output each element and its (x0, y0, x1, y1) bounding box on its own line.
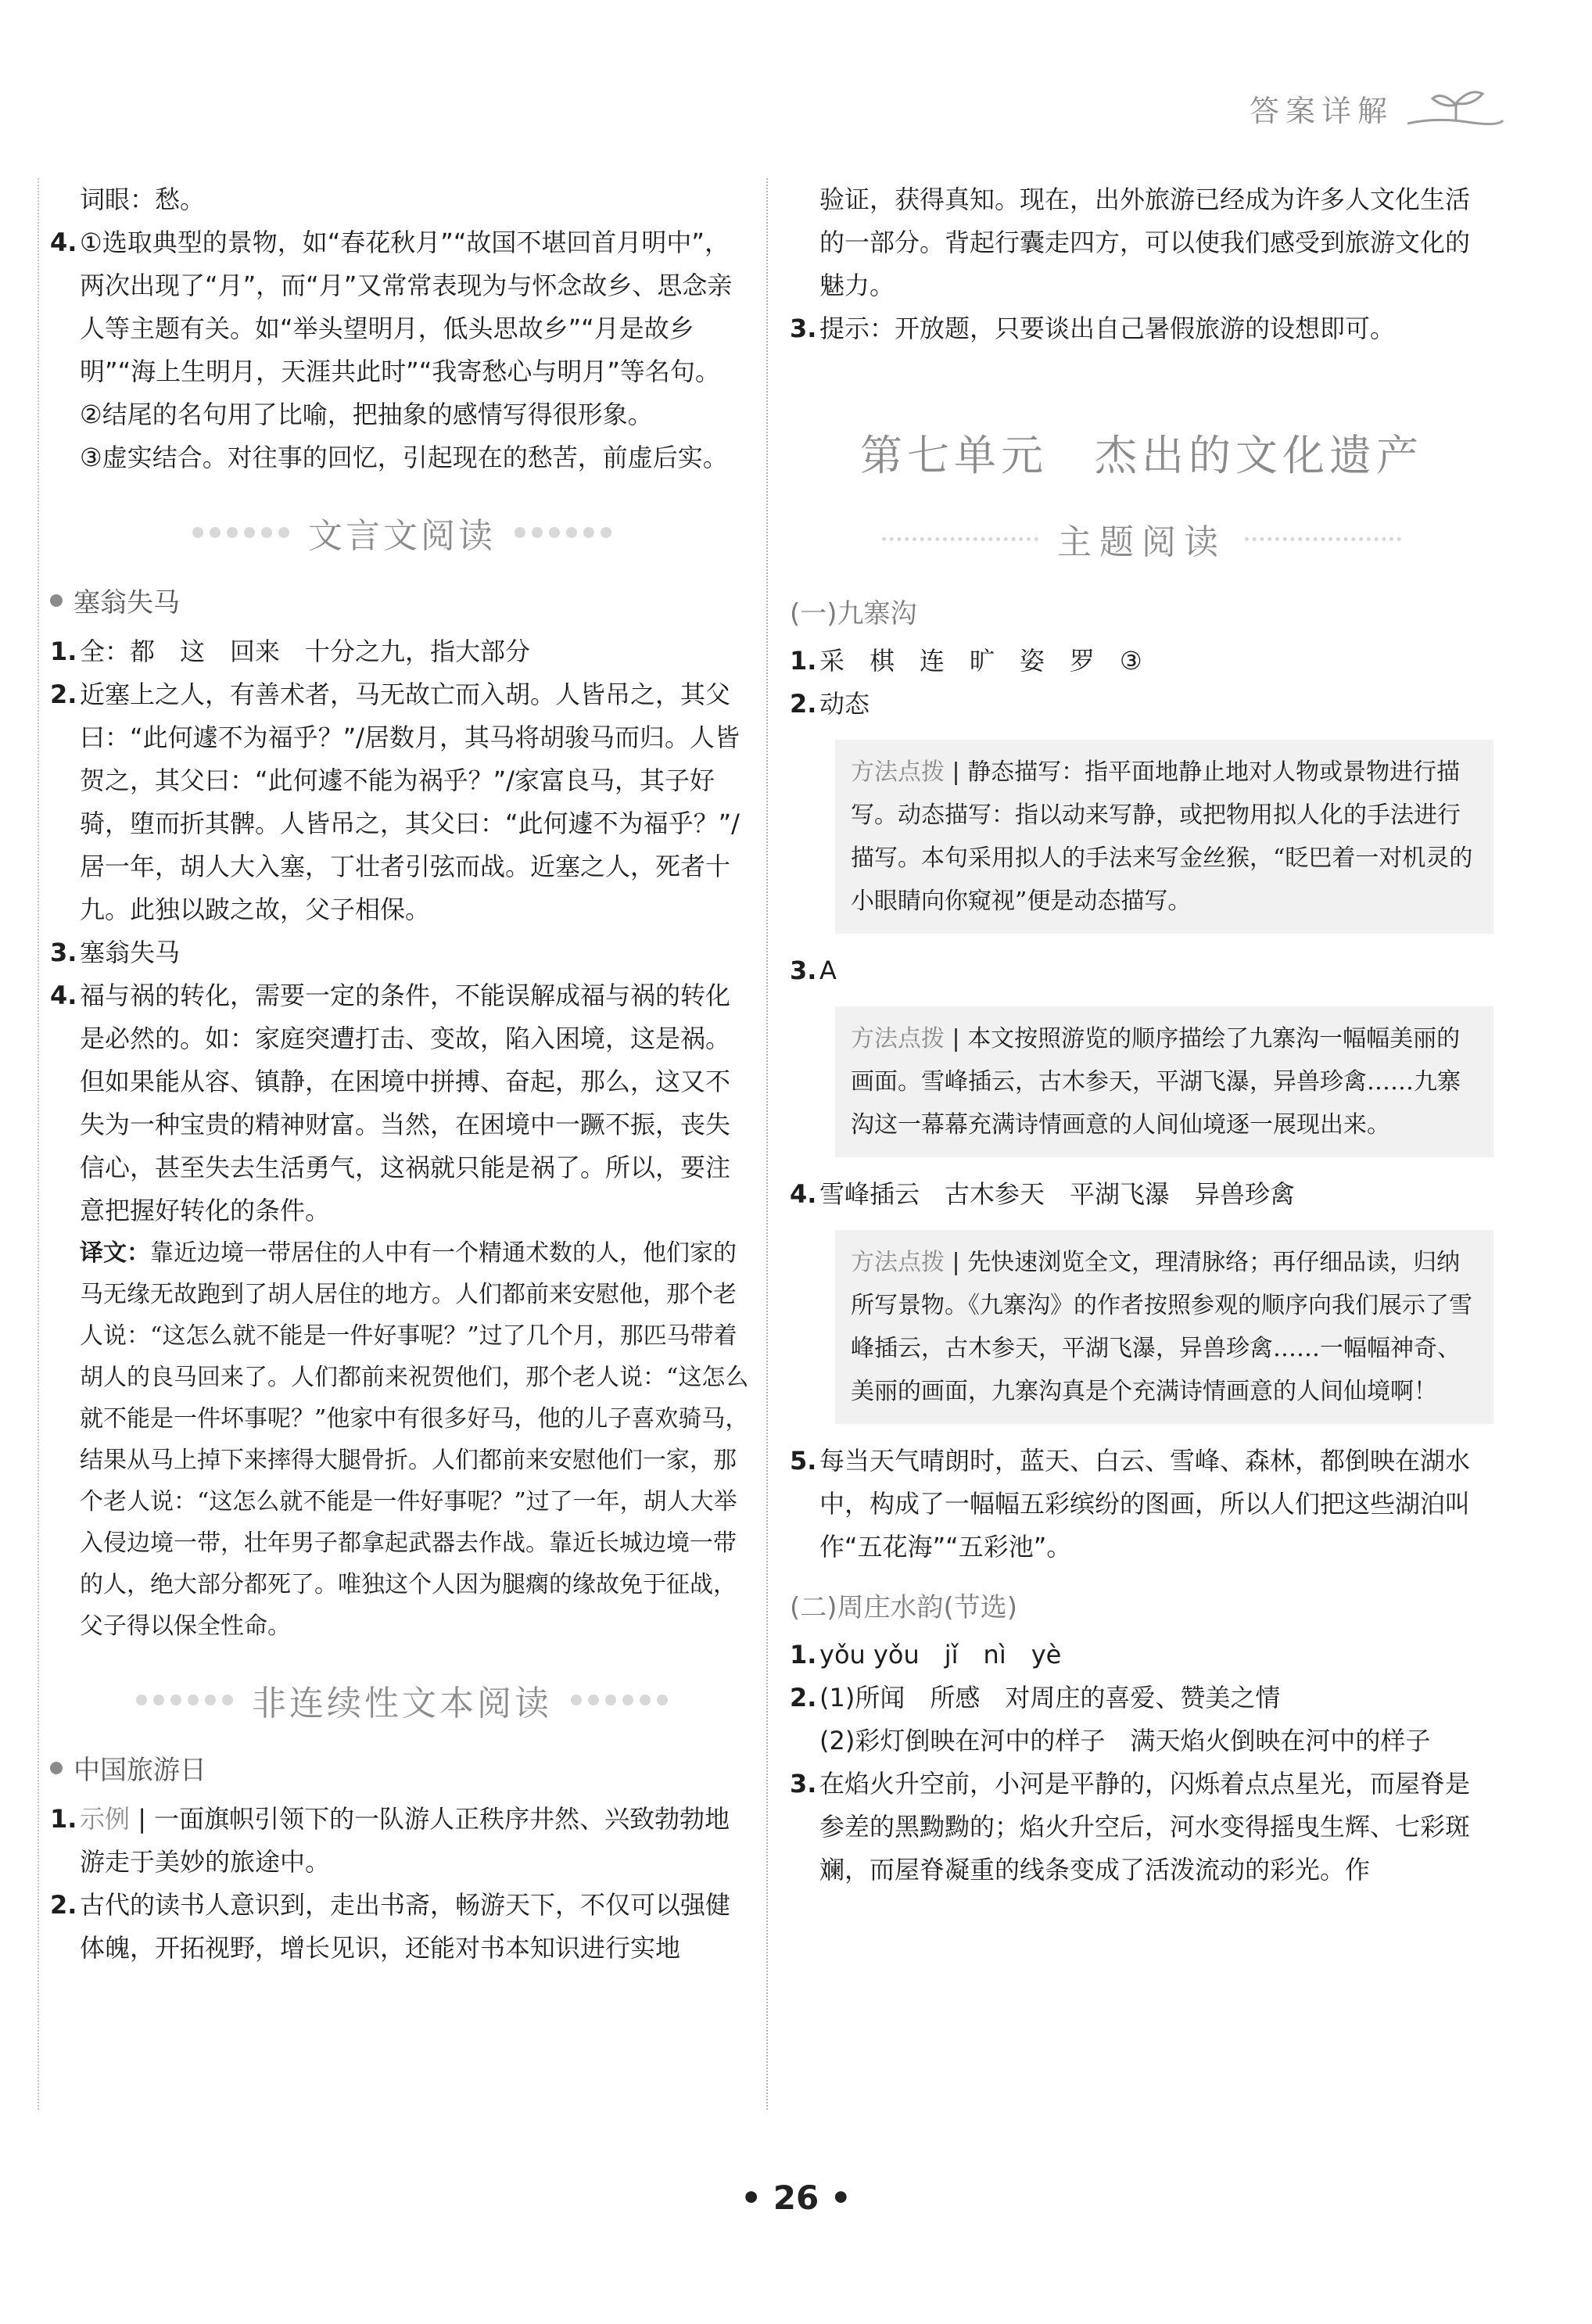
answer-continued: 验证，获得真知。现在，出外旅游已经成为许多人文化生活的一部分。背起行囊走四方，可以使我们感受到旅游文化的魅力。 (819, 185, 1471, 300)
theme-heading: 主题阅读 (790, 514, 1493, 564)
unit-title: 第七单元 杰出的文化遗产 (860, 431, 1423, 480)
section-heading-nonlinear (50, 1675, 754, 1725)
answer-subitem: ③虚实结合。对往事的回忆，引起现在的愁苦，前虚后实。 (80, 443, 728, 472)
bullet-icon (50, 1762, 63, 1774)
section-title: 非连续性文本阅读 (252, 1684, 552, 1723)
left-margin-rule (38, 178, 39, 2110)
answer-item: 3. 在焰火升空前，小河是平静的，闪烁着点点星光，而屋脊是参差的黑黝黝的；焰火升空后，河水变得摇曳生辉、七彩斑斓，而屋脊凝重的线条变成了活泼流动的彩光。作 (790, 1769, 1471, 1885)
column-divider (766, 178, 768, 2110)
answer-item: 2. 近塞上之人，有善术者，马无故亡而入胡。人皆吊之，其父曰：“此何遽不为福乎？”/居数月，其马将胡骏马而归。人皆贺之，其父曰：“此何遽不能为祸乎？”/家富良马，其子好骑，堕而折其髀。人皆吊之，其父曰：“此何遽不为福乎？”/居一年，胡人大入塞，丁壮者引弦而战。近塞之人，死者十九。此独以跛之故，父子相保。 (50, 680, 740, 924)
page-header (1250, 84, 1506, 131)
translation: 译文：靠近边境一带居住的人中有一个精通术数的人，他们家的马无缘无故跑到了胡人居住的地方。人们都前来安慰他，那个老人说：“这怎么就不能是一件好事呢？”过了几个月，那匹马带着胡人的良马回来了。人们都前来祝贺他们，那个老人说：“这怎么就不能是一件坏事呢？”他家中有很多好马，他的儿子喜欢骑马，结果从马上掉下来摔得大腿骨折。人们都前来安慰他们一家，那个老人说：“这怎么就不能是一件好事呢？”过了一年，胡人大举入侵边境一带，壮年男子都拿起武器去作战。靠近长城边境一带的人，绝大部分都死了。唯独这个人因为腿瘸的缘故免于征战，父子得以保全性命。 (80, 1239, 749, 1640)
method-tip-box: 方法点拨 | 先快速浏览全文，理清脉络；再仔细品读，归纳所写景物。《九寨沟》的作者按照参观的顺序向我们展示了雪峰插云，古木参天，平湖飞瀑，异兽珍禽……一幅幅神奇、美丽的画面，九寨沟真是个充满诗情画意的人间仙境啊！ (835, 1230, 1493, 1424)
answer-item: 词眼：愁。 (80, 185, 206, 214)
method-tip-box: 方法点拨 | 静态描写：指平面地静止地对人物或景物进行描写。动态描写：指以动来写静，或把物用拟人化的手法进行描写。本句采用拟人的手法来写金丝猴，“眨巴着一对机灵的小眼睛向你窥视”便是动态描写。 (835, 740, 1493, 934)
answer-item: 1. 示例 | 一面旗帜引领下的一队游人正秩序井然、兴致勃勃地游走于美妙的旅途中。 (50, 1804, 730, 1877)
subsection-title: (二)周庄水韵(节选) (790, 1592, 1018, 1623)
right-column (790, 178, 1493, 1892)
answer-item: 2. (1)所闻 所感 对周庄的喜爱、赞美之情 (790, 1683, 1281, 1713)
method-tip-box: 方法点拨 | 本文按照游览的顺序描绘了九寨沟一幅幅美丽的画面。雪峰插云，古木参天，平湖飞瀑，异兽珍禽……九寨沟这一幕幕充满诗情画意的人间仙境逐一展现出来。 (835, 1006, 1493, 1157)
bullet-icon (50, 594, 63, 607)
answer-subitem: (2)彩灯倒映在河中的样子 满天焰火倒映在河中的样子 (819, 1726, 1431, 1756)
answer-subitem: ②结尾的名句用了比喻，把抽象的感情写得很形象。 (80, 400, 653, 429)
topic-heading: 塞翁失马 (50, 581, 754, 619)
answer-item: 1. 全：都 这 回来 十分之九，指大部分 (50, 637, 531, 666)
answer-item: 2. 古代的读书人意识到，走出书斋，畅游天下，不仅可以强健体魄，开拓视野，增长见识，还能对书本知识进行实地 (50, 1890, 731, 1963)
sprout-icon (1404, 84, 1506, 131)
page-number: • 26 • (740, 2179, 852, 2217)
header-title: 答案详解 (1249, 93, 1393, 128)
section-title: 文言文阅读 (308, 516, 496, 556)
answer-item: 4. 雪峰插云 古木参天 平湖飞瀑 异兽珍禽 (790, 1179, 1296, 1209)
answer-item: 3. A (790, 956, 837, 985)
subsection-title: (一)九寨沟 (790, 598, 917, 629)
answer-item: 1. 采 棋 连 旷 姿 罗 ③ (790, 646, 1142, 676)
answer-item: 4. 福与祸的转化，需要一定的条件，不能误解成福与祸的转化是必然的。如：家庭突遭打击、变故，陷入困境，这是祸。但如果能从容、镇静，在困境中拼搏、奋起，那么，这又不失为一种宝贵的精神财富。当然，在困境中一蹶不振，丧失信心，甚至失去生活勇气，这祸就只能是祸了。所以，要注意把握好转化的条件。 (50, 981, 731, 1225)
answer-item: 4. ①选取典型的景物，如“春花秋月”“故国不堪回首月明中”，两次出现了“月”，而“月”又常常表现为与怀念故乡、思念亲人等主题有关。如“举头望明月，低头思故乡”“月是故乡明”“海上生明月，天涯共此时”“我寄愁心与明月”等名句。 (50, 228, 733, 386)
section-heading-classical (50, 507, 754, 558)
left-column (50, 178, 754, 1970)
topic-heading: 中国旅游日 (50, 1748, 754, 1787)
answer-item: 3. 提示：开放题，只要谈出自己暑假旅游的设想即可。 (790, 314, 1396, 343)
answer-item: 2. 动态 (790, 689, 870, 719)
answer-item: 5. 每当天气晴朗时，蓝天、白云、雪峰、森林，都倒映在湖水中，构成了一幅幅五彩缤纷的图画，所以人们把这些湖泊叫作“五花海”“五彩池”。 (790, 1446, 1471, 1562)
answer-item: 3. 塞翁失马 (50, 938, 181, 967)
answer-item: 1. yǒu yǒu jǐ nì yè (790, 1640, 1062, 1669)
